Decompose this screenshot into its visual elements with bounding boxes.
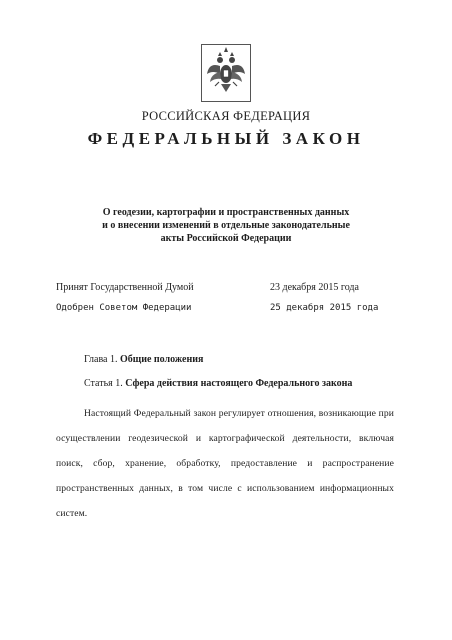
law-title (60, 206, 392, 245)
law-title-line-2: и о внесении изменений в отдельные законодательные (102, 220, 350, 231)
adoption-council-row (56, 303, 379, 313)
chapter-number: Глава 1. (84, 354, 118, 365)
document-type: ФЕДЕРАЛЬНЫЙ ЗАКОН (87, 129, 365, 148)
adoption-duma-row (56, 282, 359, 293)
adoption-duma-label: Принят Государственной Думой (56, 282, 194, 293)
adoption-council-date: 25 декабря 2015 года (270, 303, 379, 313)
article-body-paragraph: Настоящий Федеральный закон регулирует отношения, возникающие при осуществлении геодезической и картографической деятельности, включая поиск, сбор, хранение, обработку, предоставление и распространение пространственных данных, в том числе с использованием информационных систем. (56, 408, 394, 519)
double-headed-eagle-emblem-icon (201, 44, 251, 102)
adoption-council-label: Одобрен Советом Федерации (56, 303, 192, 313)
chapter-name: Общие положения (120, 354, 204, 365)
article-heading (84, 378, 352, 389)
country-name: РОССИЙСКАЯ ФЕДЕРАЦИЯ (141, 109, 311, 123)
adoption-duma-date: 23 декабря 2015 года (270, 282, 359, 293)
law-title-line-3: акты Российской Федерации (160, 233, 292, 244)
chapter-heading (84, 354, 203, 365)
article-name: Сфера действия настоящего Федерального закона (125, 378, 353, 389)
law-title-line-1: О геодезии, картографии и пространственных данных (102, 207, 350, 218)
article-number: Статья 1. (84, 378, 123, 389)
